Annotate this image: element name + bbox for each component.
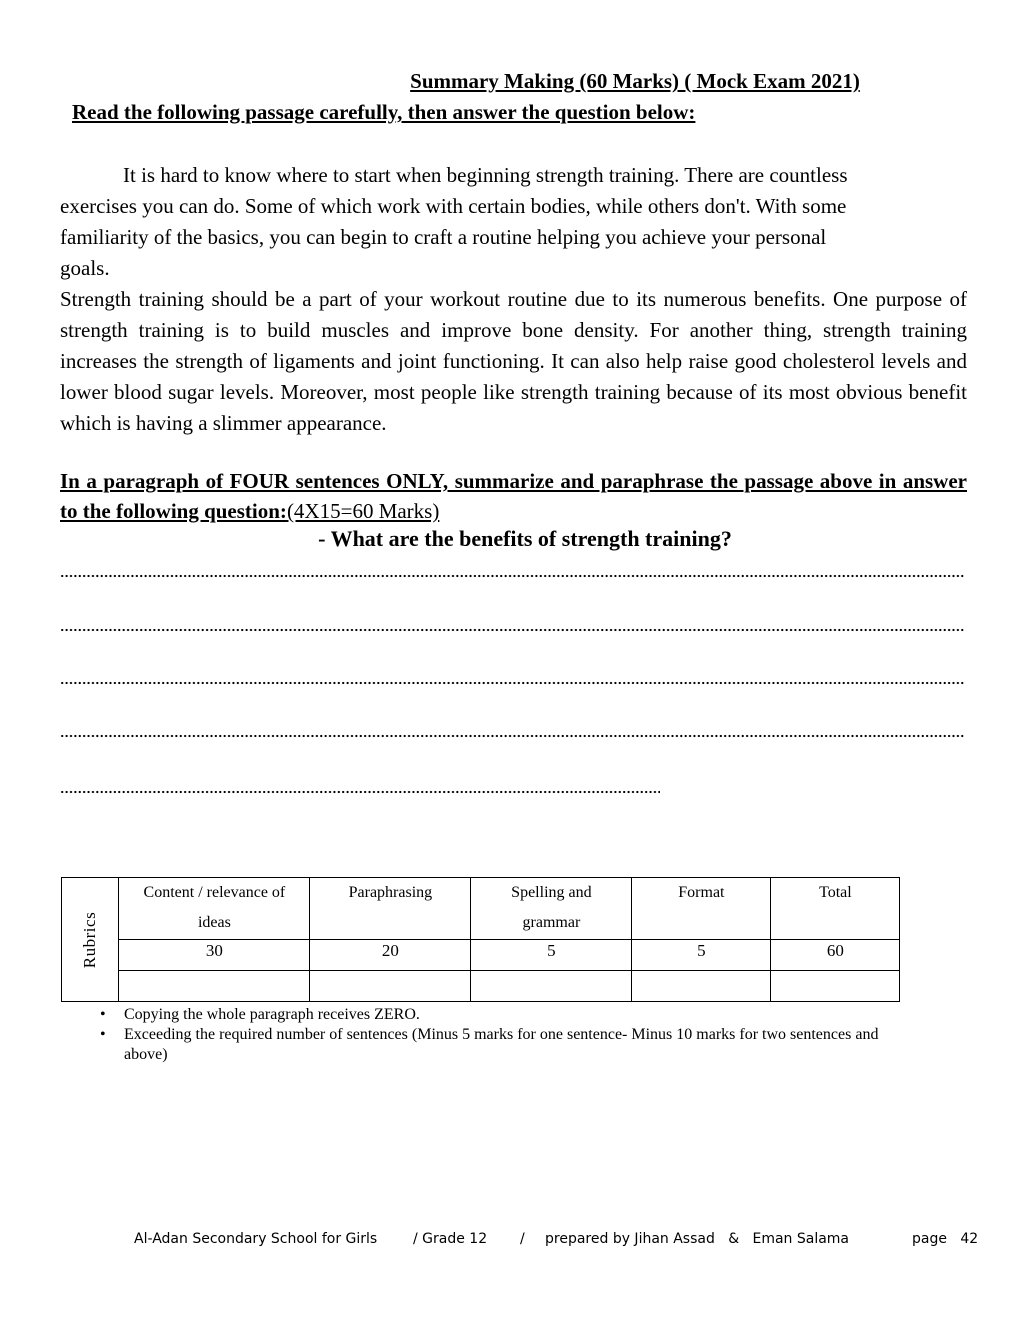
rubric-header-spelling: Spelling and grammar [471,878,632,940]
page-title [0,69,1020,94]
footer-page-number: page 42 [912,1231,979,1247]
task-instruction-text: In a paragraph of FOUR sentences ONLY, summarize and paraphrase the passage above in answer to the following question: [60,469,967,523]
answer-line-3[interactable] [60,681,965,685]
task-instruction [60,466,967,526]
rubric-header-total: Total [771,878,900,940]
rubric-header-content: Content / relevance of ideas [119,878,310,940]
passage-line: goals. [60,256,110,280]
rubric-score-total[interactable] [771,971,900,1002]
rubric-value-format: 5 [632,940,771,971]
notes-list [100,1005,900,1065]
rubric-score-content[interactable] [119,971,310,1002]
rubric-label: Rubrics [80,911,100,968]
question [0,526,1020,552]
passage-line: exercises you can do. Some of which work with certain bodies, while others don't. With some [60,194,847,218]
title-text: Summary Making (60 Marks) ( Mock Exam 2021) [410,69,860,93]
rubric-value-total: 60 [771,940,900,971]
passage-line: It is hard to know where to start when beginning strength training. There are countless [123,163,848,187]
note-item: • Exceeding the required number of sentences (Minus 5 marks for one sentence- Minus 10 marks for two sentences and above) [100,1026,879,1063]
question-text: - What are the benefits of strength training? [318,526,732,551]
rubric-table [61,877,900,1002]
footer-grade: / Grade 12 [413,1231,488,1247]
passage-paragraph-2: Strength training should be a part of your workout routine due to its numerous benefits. One purpose of strength training is to build muscles and improve bone density. For another thing, strength training increases the strength of ligaments and joint functioning. It can also help raise good cholesterol levels and lower blood sugar levels. Moreover, most people like strength training because of its most obvious benefit which is having a slimmer appearance. [60,287,967,435]
reading-instruction: Read the following passage carefully, then answer the question below: [72,100,696,124]
rubric-value-content: 30 [119,940,310,971]
rubric-score-format[interactable] [632,971,771,1002]
note-item: • Copying the whole paragraph receives ZERO. [100,1006,420,1023]
rubric-header-paraphrasing: Paraphrasing [310,878,471,940]
passage-paragraph-1 [60,160,960,284]
task-marks: (4X15=60 Marks) [286,499,440,523]
rubric-header-format: Format [632,878,771,940]
bullet-icon: • [100,1026,106,1043]
rubric-score-paraphrasing[interactable] [310,971,471,1002]
answer-line-2[interactable] [60,628,965,632]
answer-line-1[interactable] [60,574,965,578]
rubric-value-paraphrasing: 20 [310,940,471,971]
footer-separator: / [520,1231,525,1247]
footer-prepared-by: prepared by Jihan Assad & Eman Salama [545,1231,850,1247]
footer-school: Al-Adan Secondary School for Girls [134,1231,378,1247]
answer-line-4[interactable] [60,734,965,738]
answer-line-5[interactable] [60,790,660,794]
rubric-label-cell [62,878,119,1002]
rubric-value-spelling: 5 [471,940,632,971]
rubric-score-spelling[interactable] [471,971,632,1002]
passage-line: familiarity of the basics, you can begin to craft a routine helping you achieve your personal [60,225,827,249]
bullet-icon: • [100,1006,106,1023]
